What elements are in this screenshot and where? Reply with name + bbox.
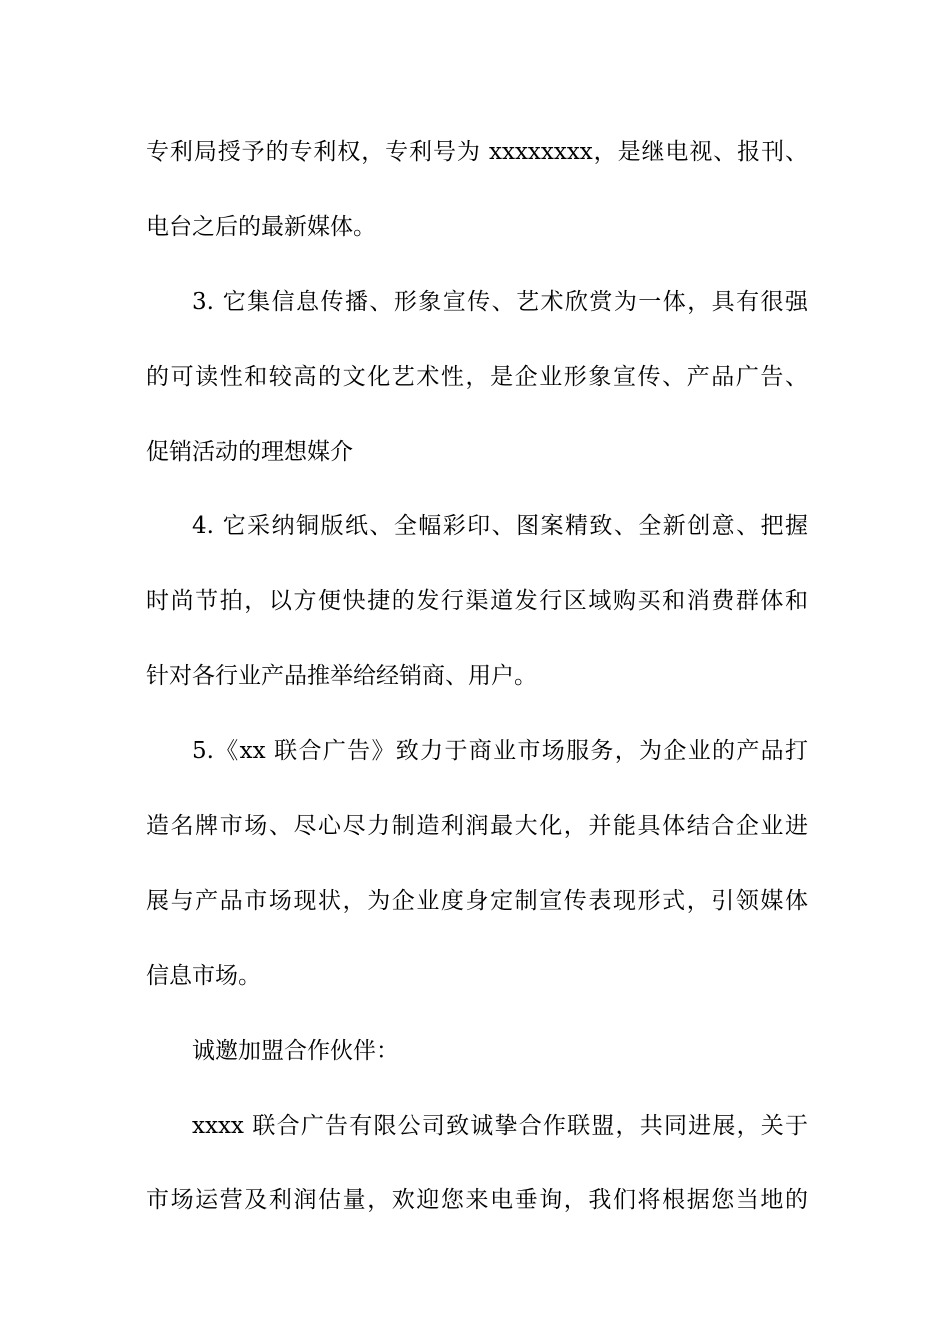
text-line: 专利局授予的专利权，专利号为 xxxxxxxx，是继电视、报刊、 bbox=[146, 139, 808, 165]
text-line: 5.《xx 联合广告》致力于商业市场服务，为企业的产品打 bbox=[192, 738, 808, 765]
text-line: 造名牌市场、尽心尽力制造利润最大化，并能具体结合企业进 bbox=[146, 813, 808, 840]
text-line: 信息市场。 bbox=[146, 962, 261, 989]
text-line: 时尚节拍，以方便快捷的发行渠道发行区域购买和消费群体和 bbox=[146, 588, 808, 615]
text-line: 的可读性和较高的文化艺术性，是企业形象宣传、产品广告、 bbox=[146, 363, 808, 390]
text-line: 促销活动的理想媒介 bbox=[146, 438, 353, 465]
text-line: 3. 它集信息传播、形象宣传、艺术欣赏为一体，具有很强 bbox=[192, 288, 808, 315]
text-line: 诚邀加盟合作伙伴： bbox=[192, 1037, 399, 1064]
text-line: 展与产品市场现状，为企业度身定制宣传表现形式，引领媒体 bbox=[146, 887, 808, 914]
text-line: 4. 它采纳铜版纸、全幅彩印、图案精致、全新创意、把握 bbox=[192, 513, 808, 540]
text-line: 针对各行业产品推举给经销商、用户。 bbox=[146, 663, 537, 690]
text-line: 电台之后的最新媒体。 bbox=[146, 213, 376, 240]
text-line: xxxx 联合广告有限公司致诚挚合作联盟，共同进展，关于 bbox=[192, 1112, 808, 1139]
text-line: 市场运营及利润估量，欢迎您来电垂询，我们将根据您当地的 bbox=[146, 1187, 808, 1214]
body-text bbox=[146, 124, 808, 1247]
